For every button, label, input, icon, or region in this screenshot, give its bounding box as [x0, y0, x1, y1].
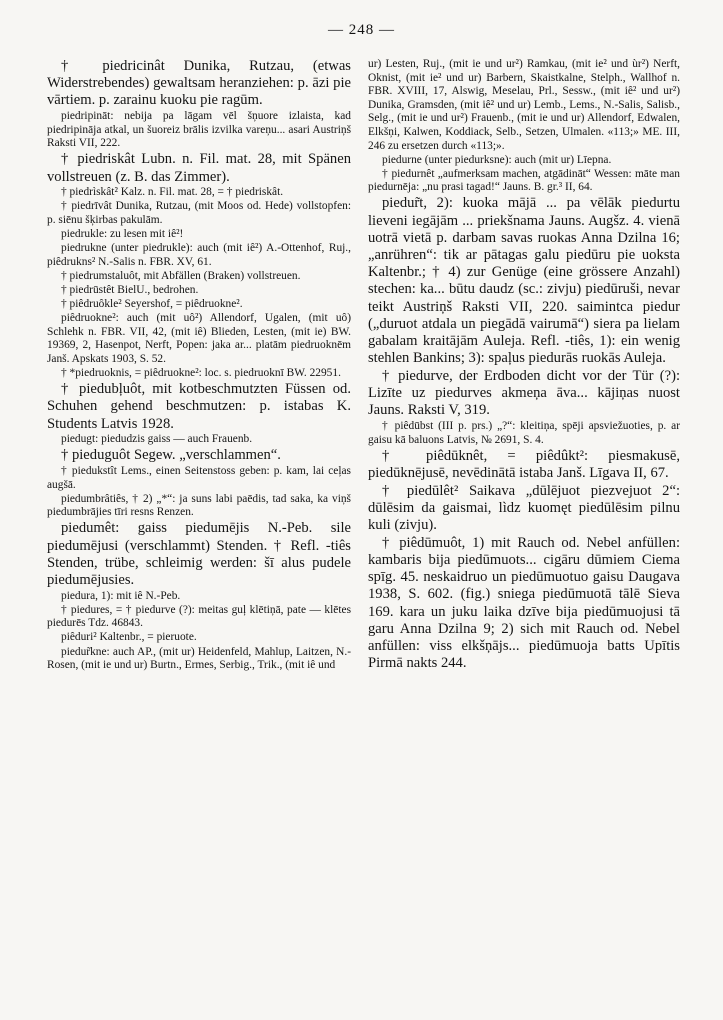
dictionary-entry: piêdruokne²: auch (mit uô²) Allendorf, Ugalen, (mit uô) Schlehk n. FBR. VII, 42, (mit iê) Blieden, Lesten, (mit ie) BW. 19369, 2, Hasenpot, Nerft, Popen: jaka ar... platām piedruoknēm Janš. Apskats 1903, S. 52. — [47, 312, 351, 365]
dictionary-entry: piedur̃t, 2): kuoka mājā ... pa vēlāk piedurtu lieveni iegājām ... priekšnama Jauns. Augšz. 4. vienā uotrā vietā p. darbam savas ruokas Anna Dzilna 16; „anrühren“: tik ar pātagas galu piedūru pie uoksta Kaltenbr.; † 4) zur Genüge (eine grössere Anzahl) stechen: ka... būtu daudz (sc.: zivju) piedūruši, nevar teikt Austriņš Raksti VII, 220. saimintca piedur („duruot atdala un piegādā vairumā“) siera pa lielam gabalam kraitājām Auleja. Refl. -tiês, 1): ein wenig stehlen Bankins; 3): spaļus piedurās ruokās Auleja. — [368, 195, 680, 367]
dictionary-entry: piedur̃kne: auch AP., (mit ur) Heidenfeld, Mahlup, Laitzen, N.-Rosen, (mit ie und ur) Burtn., Ermes, Serbig., Trik., (mit iê und — [47, 645, 351, 672]
dictionary-entry: † piedurnêt „aufmerksam machen, atgādināt“ Wessen: māte man piedurnēja: „nu prasi tagad!“ Jauns. B. gr.³ II, 64. — [368, 167, 680, 194]
dictionary-entry: † piedurve, der Erdboden dicht vor der Tür (?): Lizīte uz piedurves akmeņa āva... kājiņas nuost Jauns. Raksti V, 319. — [368, 367, 680, 419]
dictionary-entry: † piêdūknêt, = piêdûkt²: piesmakusē, piedūknējusē, nevēdinātā istaba Janš. Līgava II, 67. — [368, 447, 680, 481]
dictionary-entry: † piêdruôkle² Seyershof, = piêdruokne². — [61, 298, 243, 311]
dictionary-entry: piedura, 1): mit iê N.-Peb. — [61, 589, 181, 602]
dictionary-entry: † pieduguôt Segew. „verschlammen“. — [61, 447, 281, 464]
right-column — [368, 58, 680, 673]
dictionary-entry: † piedures, = † piedurve (?): meitas guļ klētiņā, pate — klētes piedurēs Tdz. 46843. — [47, 603, 351, 630]
dictionary-entry: † piedubļuôt, mit kotbeschmutzten Füssen od. Schuhen gehend beschmutzen: p. istabas K. Students Latvis 1928. — [47, 381, 351, 432]
dictionary-entry: piedrukle: zu lesen mit iê²! — [61, 228, 184, 241]
dictionary-entry: † piedrīvât Dunika, Rutzau, (mit Moos od. Hede) vollstopfen: p. siēnu šķirbas pakulām. — [47, 200, 351, 226]
dictionary-entry: † piedriskât Lubn. n. Fil. mat. 28, mit Spänen vollstreuen (z. B. das Zimmer). — [47, 151, 351, 185]
dictionary-entry: † piedrūstêt BielU., bedrohen. — [61, 283, 199, 296]
dictionary-entry: ur) Lesten, Ruj., (mit ie und ur²) Ramkau, (mit ie² und ùr²) Nerft, Oknist, (mit ie² und ur) Barbern, Skaistkalne, Stelph., Wallhof n. FBR. XVIII, 17, Alswig, Meselau, Prl., Sessw., (mit iê² und ur²) Dunika, Gramsden, (mit iê² und ur) Lemb., Lems., N.-Salis, Salisb., Selg., (mit ie und ur²) Frauenb., (mit ie und ur) Allendorf, Edwalen, Elkšņi, Kalwen, Koddiack, Selb., Setzen, Ulmalen. «113;» ME. III, 246 zu ersetzen durch «113;». — [368, 58, 680, 152]
dictionary-entry: piêduri² Kaltenbr., = pieruote. — [61, 631, 197, 644]
dictionary-entry: † piedrumstaluôt, mit Abfällen (Braken) vollstreuen. — [61, 269, 301, 282]
dictionary-entry: piedrukne (unter piedrukle): auch (mit iê²) A.-Ottenhof, Ruj., piêdrukns² N.-Salis n. FBR. XV, 61. — [47, 242, 351, 268]
dictionary-entry: † piedūlêt² Saikava „dūlējuot piezvejuot 2“: dūlēsim da gaismai, lìdz kuomęt piedūlēsim pilnu kuli (zivju). — [368, 482, 680, 534]
dictionary-entry: piedugt: piedudzis gaiss — auch Frauenb. — [61, 433, 253, 446]
left-column — [47, 58, 351, 673]
page-number: — 248 — — [328, 22, 395, 38]
dictionary-entry: † piedricinât Dunika, Rutzau, (etwas Widerstrebendes) gewaltsam heranziehen: p. āzi pie vārtiem. p. zarainu kuoku pie ragūm. — [47, 58, 351, 109]
dictionary-entry: † piêdūbst (III p. prs.) „?“: kleitiņa, spēji apsviežuoties, p. ar gaisu kā baluons Latvis, № 2691, S. 4. — [368, 420, 680, 446]
dictionary-entry: piedripināt: nebija pa lāgam vēl šņuore izlaista, kad piedripināja atkal, un šuoreiz brālis izvilka vareņu... asari Austriņš Raksti VII, 222. — [47, 110, 351, 150]
dictionary-entry: piedumêt: gaiss piedumējis N.-Peb. sile piedumējusi (verschlammt) Stenden. † Refl. -tiês Stenden, trübe, schleimig werden: šī alus pudele piedumējusies. — [47, 520, 351, 588]
dictionary-entry: piedurne (unter piedurksne): auch (mit ur) Līepna. — [382, 153, 612, 166]
dictionary-entry: † piedrìskât² Kalz. n. Fil. mat. 28, = † piedriskât. — [61, 186, 284, 199]
dictionary-entry: † *piedruoknis, = piêdruokne²: loc. s. piedruoknī BW. 22951. — [61, 367, 341, 380]
dictionary-entry: † piêdūmuôt, 1) mit Rauch od. Nebel anfüllen: kambaris bija piedūmuots... cigāru dūmiem Ciema spīg. 45. neskaidruo un piedūmuotuo gaisu Daugava 1938, S. 602. (fig.) sniega piedūmuotā tālē Sieva 169. kara un juku laika dzīve bija piedūmuojusi tā garu Anna Dzilna 9; 2) sich mit Rauch od. Nebel anfüllen: viss elkšņājs... piedūmuoja batts Upītis Pirmā nakts 244. — [368, 534, 680, 672]
dictionary-entry: † piedukstît Lems., einen Seitenstoss geben: p. kam, lai ceļas augšā. — [47, 465, 351, 491]
dictionary-entry: piedumbrâtiês, † 2) „*“: ja suns labi paēdis, tad saka, ka viņš piedumbrājies tīri resns Renzen. — [47, 492, 351, 519]
